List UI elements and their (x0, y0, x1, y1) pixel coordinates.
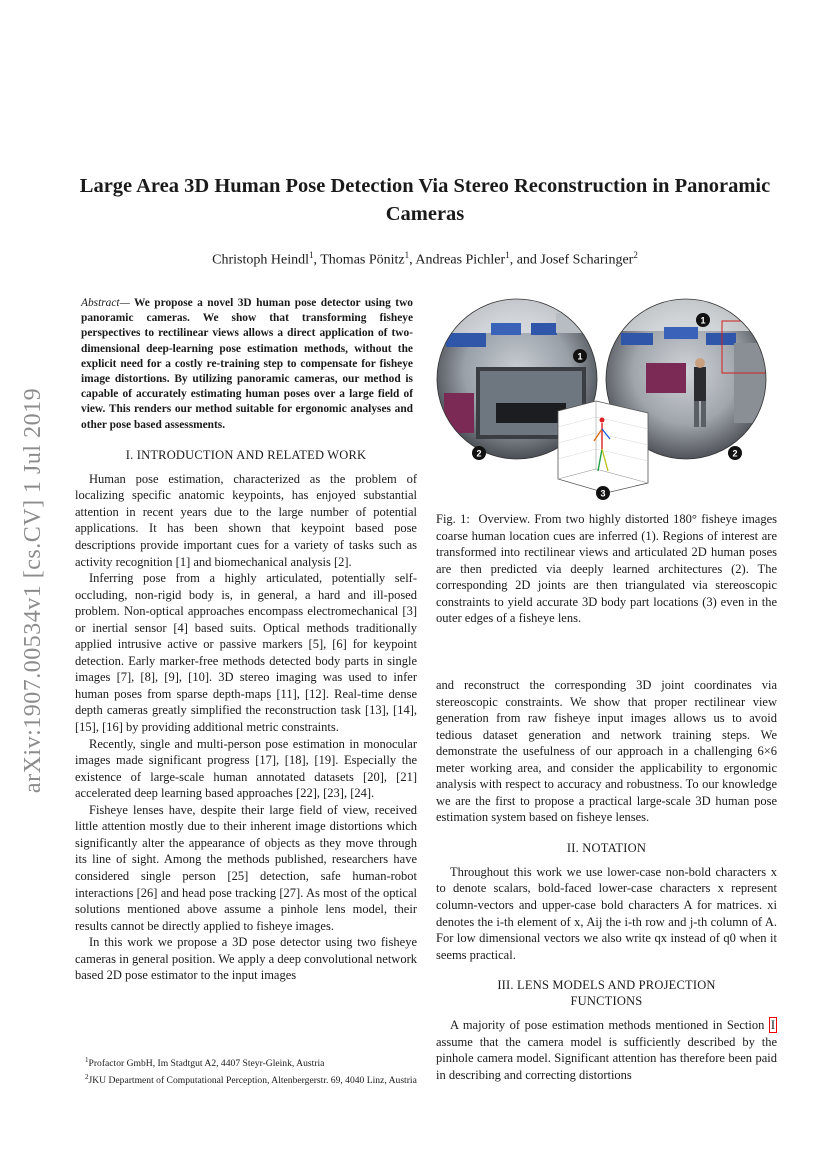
author-affiliation: 1 (309, 250, 314, 260)
figure-illustration (436, 293, 777, 503)
figure-caption (436, 511, 777, 627)
lens-text-end: assume that the camera model is sufficiently described by the pinhole camera model. Significant attention has therefore been paid in describing and correcting distortions (436, 1034, 777, 1082)
section-heading-notation: II. NOTATION (566, 840, 647, 855)
arxiv-identifier: arXiv:1907.00534v1 [cs.CV] 1 Jul 2019 (20, 387, 47, 793)
author-name: Josef Scharinger (540, 252, 634, 268)
footnote-mark: 1 (85, 1056, 89, 1064)
notation-paragraph: Throughout this work we use lower-case non-bold characters x to denote scalars, bold-faced lower-case characters x represent column-vectors and upper-case bold characters A for matrices. xi denotes the i-th element of x, Aij the i-th row and j-th column of A. For low dimensional vectors we also write qx instead of q0 when it seems practical. (436, 864, 777, 962)
step-marker (573, 349, 587, 363)
footnote-text: JKU Department of Computational Perception, Altenbergerstr. 69, 4040 Linz, Austria (88, 1074, 417, 1086)
svg-text:3: 3 (600, 488, 606, 499)
lens-paragraph (436, 1017, 777, 1083)
author-name: Christoph Heindl (212, 252, 309, 268)
intro-continuation: and reconstruct the corresponding 3D joint coordinates via stereoscopic constraints. We show that proper rectilinear view generation from raw fisheye input images allows us to avoid tedious dataset generation and network training steps. We demonstrate the usefulness of our approach in a challenging 6×6 meter working area, and consider the applicability to ergonomic analysis with respect to accuracy and robustness. To our knowledge we are the first to propose a practical large-scale 3D human pose estimation system based on fisheye lenses. (436, 678, 777, 825)
footnote (75, 1054, 417, 1071)
intro-paragraph: Inferring pose from a highly articulated, potentially self-occluding, non-rigid body is, in general, a hard and ill-posed problem. Non-optical approaches encompass electromechanical [3] or inertial sensor [4] based suits. Optical methods traditionally applied intrusive active or passive markers [5], [6] for keypoint detection. Early marker-free methods detected body parts in single images [7], [8], [9], [10]. 3D stereo imaging was used to infer human poses from sparse depth-maps [11], [12]. Real-time dense depth cameras greatly simplified the reconstruction task [13], [14], [15], [16] by providing additional metric constraints. (75, 571, 417, 735)
abstract-text: We propose a novel 3D human pose detector using two panoramic cameras. We show that transforming fisheye perspectives to rectilinear views allows a direct application of two-dimensional deep-learning pose estimation methods, without the explicit need for a costly re-training step to compensate for fisheye image distortions. By utilizing panoramic cameras, our method is capable of accurately estimating human poses over a large field of view. This renders our method suitable for ergonomic analyses and other pose based assessments. (81, 297, 413, 431)
section-heading-line: III. LENS MODELS AND PROJECTION (497, 978, 716, 993)
figure-caption-label: Fig. 1: (436, 512, 470, 526)
step-marker (696, 313, 710, 327)
3d-reconstruction-plot (558, 401, 648, 493)
paper-title: Large Area 3D Human Pose Detection Via Stereo Reconstruction in Panoramic Cameras (79, 175, 771, 225)
svg-text:1: 1 (700, 315, 706, 326)
figure-overview (436, 293, 777, 503)
step-marker (472, 446, 486, 460)
right-column (436, 677, 777, 1083)
figure-caption-text: Overview. From two highly distorted 180° fisheye images coarse human location cues are inferred (1). Regions of interest are transformed into rectilinear views and articulated 2D human poses are then predicted via deeply learned architectures (2). The corresponding 2D joints are then triangulated via stereoscopic constraints to yield accurate 3D body part locations (3) even in the outer edges of a fisheye lens. (436, 512, 778, 626)
footnote-text: Profactor GmbH, Im Stadtgut A2, 4407 Steyr-Gleink, Austria (88, 1058, 325, 1070)
footnote-mark: 2 (85, 1072, 89, 1081)
arxiv-watermark (14, 330, 54, 850)
intro-paragraph: Fisheye lenses have, despite their large field of view, received little attention mostly due to their inherent image distortions which significantly alter the appearance of objects as they move through its line of sight. Among the methods published, researchers have considered single person [25] detection, safe human-robot interactions [26] and head pose tracking [27]. As most of the optical solutions mentioned above assume a pinhole lens model, their results cannot be directly applied to fisheye images. (75, 802, 417, 933)
section-heading-lens-models (436, 977, 777, 1009)
abstract-lead: Abstract— (81, 297, 130, 309)
step-marker (728, 446, 742, 460)
intro-paragraph: In this work we propose a 3D pose detector using two fisheye cameras in general position. We apply a deep convolutional network based 2D pose estimator to the input images (75, 935, 417, 983)
author-list (70, 250, 780, 269)
author-affiliation: 2 (633, 250, 638, 260)
svg-text:2: 2 (732, 448, 738, 459)
author-affiliation: 1 (505, 250, 510, 260)
abstract (75, 296, 417, 433)
section-heading-line: FUNCTIONS (570, 994, 643, 1009)
svg-text:2: 2 (476, 448, 482, 459)
section-reference-link[interactable]: I (770, 1018, 775, 1033)
author-separator: , (313, 252, 321, 268)
author-name: Thomas Pönitz (320, 252, 405, 268)
left-column (75, 296, 417, 984)
lens-text-start: A majority of pose estimation methods mentioned in Section (450, 1018, 769, 1033)
author-separator: , (409, 252, 416, 268)
footnote (75, 1071, 417, 1088)
intro-paragraph: Recently, single and multi-person pose estimation in monocular images made significant progress [17], [18], [19]. Especially the existence of large-scale human annotated datasets [20], [21] accelerated deep learning based approaches [22], [23], [24]. (75, 736, 417, 801)
author-affiliation: 1 (404, 250, 410, 260)
svg-text:1: 1 (577, 351, 583, 362)
intro-paragraph: Human pose estimation, characterized as the problem of localizing specific anatomic keypoints, has enjoyed substantial attention in recent years due to the large number of potential applications. It has been shown that keypoint based pose descriptions provide important cues for a variety of tasks such as activity recognition [1] and biomechanical analysis [2]. (75, 471, 417, 569)
author-name: Andreas Pichler (415, 252, 506, 268)
author-separator: , and (509, 252, 541, 268)
section-heading-introduction: I. INTRODUCTION AND RELATED WORK (125, 447, 367, 462)
step-marker (596, 486, 610, 500)
footnotes (75, 1054, 417, 1087)
